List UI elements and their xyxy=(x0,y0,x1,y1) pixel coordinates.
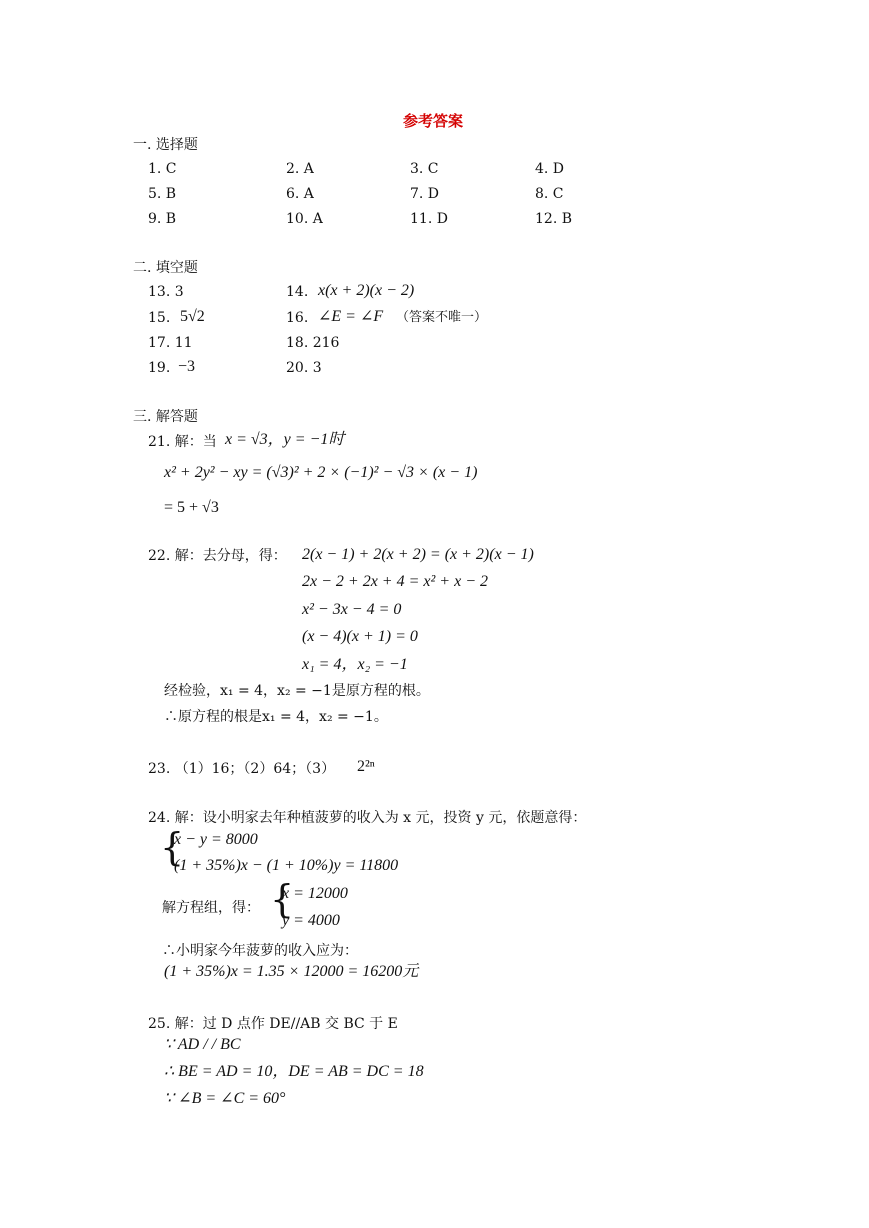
question-label: 21. 解：当 xyxy=(148,434,217,450)
answer-item: 4. D xyxy=(535,161,565,177)
answer-item-number: 14. xyxy=(286,284,309,300)
answer-item: 18. 216 xyxy=(286,335,340,351)
answer-item: 7. D xyxy=(410,186,440,202)
answer-item-number: 15. xyxy=(148,310,171,326)
section-heading-solve: 三. 解答题 xyxy=(133,409,198,425)
system-brace-icon: { xyxy=(270,877,295,921)
equation-line: (1 + 35%)x − (1 + 10%)y = 11800 xyxy=(174,857,399,874)
answer-item: 2. A xyxy=(286,161,314,177)
section-heading-choice: 一. 选择题 xyxy=(133,137,198,153)
solution-step: x₁ = 4，x₂ = −1 xyxy=(302,656,408,673)
answer-math: ∠E = ∠F xyxy=(318,308,384,325)
equation-line: x − y = 8000 xyxy=(174,831,258,848)
solution-line: ∵ AD / / BC xyxy=(164,1036,241,1053)
solution-step: x² − 3x − 4 = 0 xyxy=(302,601,402,618)
answer-item: 11. D xyxy=(410,211,448,227)
answer-item: 12. B xyxy=(535,211,573,227)
solution-label: 解方程组，得： xyxy=(162,900,260,916)
answer-item: 8. C xyxy=(535,186,564,202)
question-label: 24. 解：设小明家去年种植菠萝的收入为 x 元，投资 y 元，依题意得： xyxy=(148,810,587,826)
answer-item: 1. C xyxy=(148,161,177,177)
equation-line: y = 4000 xyxy=(282,912,340,929)
answer-item: 5. B xyxy=(148,186,177,202)
solution-line: (1 + 35%)x = 1.35 × 12000 = 16200元 xyxy=(164,963,419,980)
section-heading-fill: 二. 填空题 xyxy=(133,260,198,276)
solution-line: x² + 2y² − xy = (√3)² + 2 × (−1)² − √3 × (x − 1) xyxy=(164,464,478,481)
answer-item-number: 19. xyxy=(148,360,171,376)
equation-line: x = 12000 xyxy=(282,885,348,902)
solution-check: 经检验，x₁ = 4，x₂ = −1是原方程的根。 xyxy=(164,683,430,699)
answer-math: −3 xyxy=(178,358,196,375)
solution-conclusion: ∴原方程的根是x₁ = 4，x₂ = −1。 xyxy=(164,709,388,725)
solution-line: ∵ ∠B = ∠C = 60° xyxy=(164,1090,286,1107)
answer-item-number: 16. xyxy=(286,310,309,326)
solution-conclusion: ∴小明家今年菠萝的收入应为： xyxy=(162,943,358,959)
answer-math: 5√2 xyxy=(180,308,205,325)
solution-step: (x − 4)(x + 1) = 0 xyxy=(302,628,418,645)
solution-step: 2(x − 1) + 2(x + 2) = (x + 2)(x − 1) xyxy=(302,546,534,563)
solution-step: 2x − 2 + 2x + 4 = x² + x − 2 xyxy=(302,573,488,590)
answer-math: 2²ⁿ xyxy=(357,758,375,775)
answer-note: （答案不唯一） xyxy=(396,310,488,325)
solution-line: x = √3，y = −1时 xyxy=(225,431,345,448)
question-answer: 23. （1）16；（2）64；（3） xyxy=(148,761,336,777)
answer-math: x(x + 2)(x − 2) xyxy=(318,282,415,299)
answer-item: 9. B xyxy=(148,211,177,227)
answer-item: 20. 3 xyxy=(286,360,322,376)
solution-line: ∴ BE = AD = 10，DE = AB = DC = 18 xyxy=(164,1063,424,1080)
question-label: 25. 解：过 D 点作 DE//AB 交 BC 于 E xyxy=(148,1016,398,1032)
answer-item: 10. A xyxy=(286,211,323,227)
answer-item: 6. A xyxy=(286,186,314,202)
question-label: 22. 解：去分母，得： xyxy=(148,548,287,564)
answer-item: 3. C xyxy=(410,161,439,177)
page-title: 参考答案 xyxy=(403,112,464,130)
system-brace-icon: { xyxy=(160,825,185,869)
solution-line: = 5 + √3 xyxy=(164,499,219,516)
answer-item: 17. 11 xyxy=(148,335,193,351)
answer-item: 13. 3 xyxy=(148,284,184,300)
